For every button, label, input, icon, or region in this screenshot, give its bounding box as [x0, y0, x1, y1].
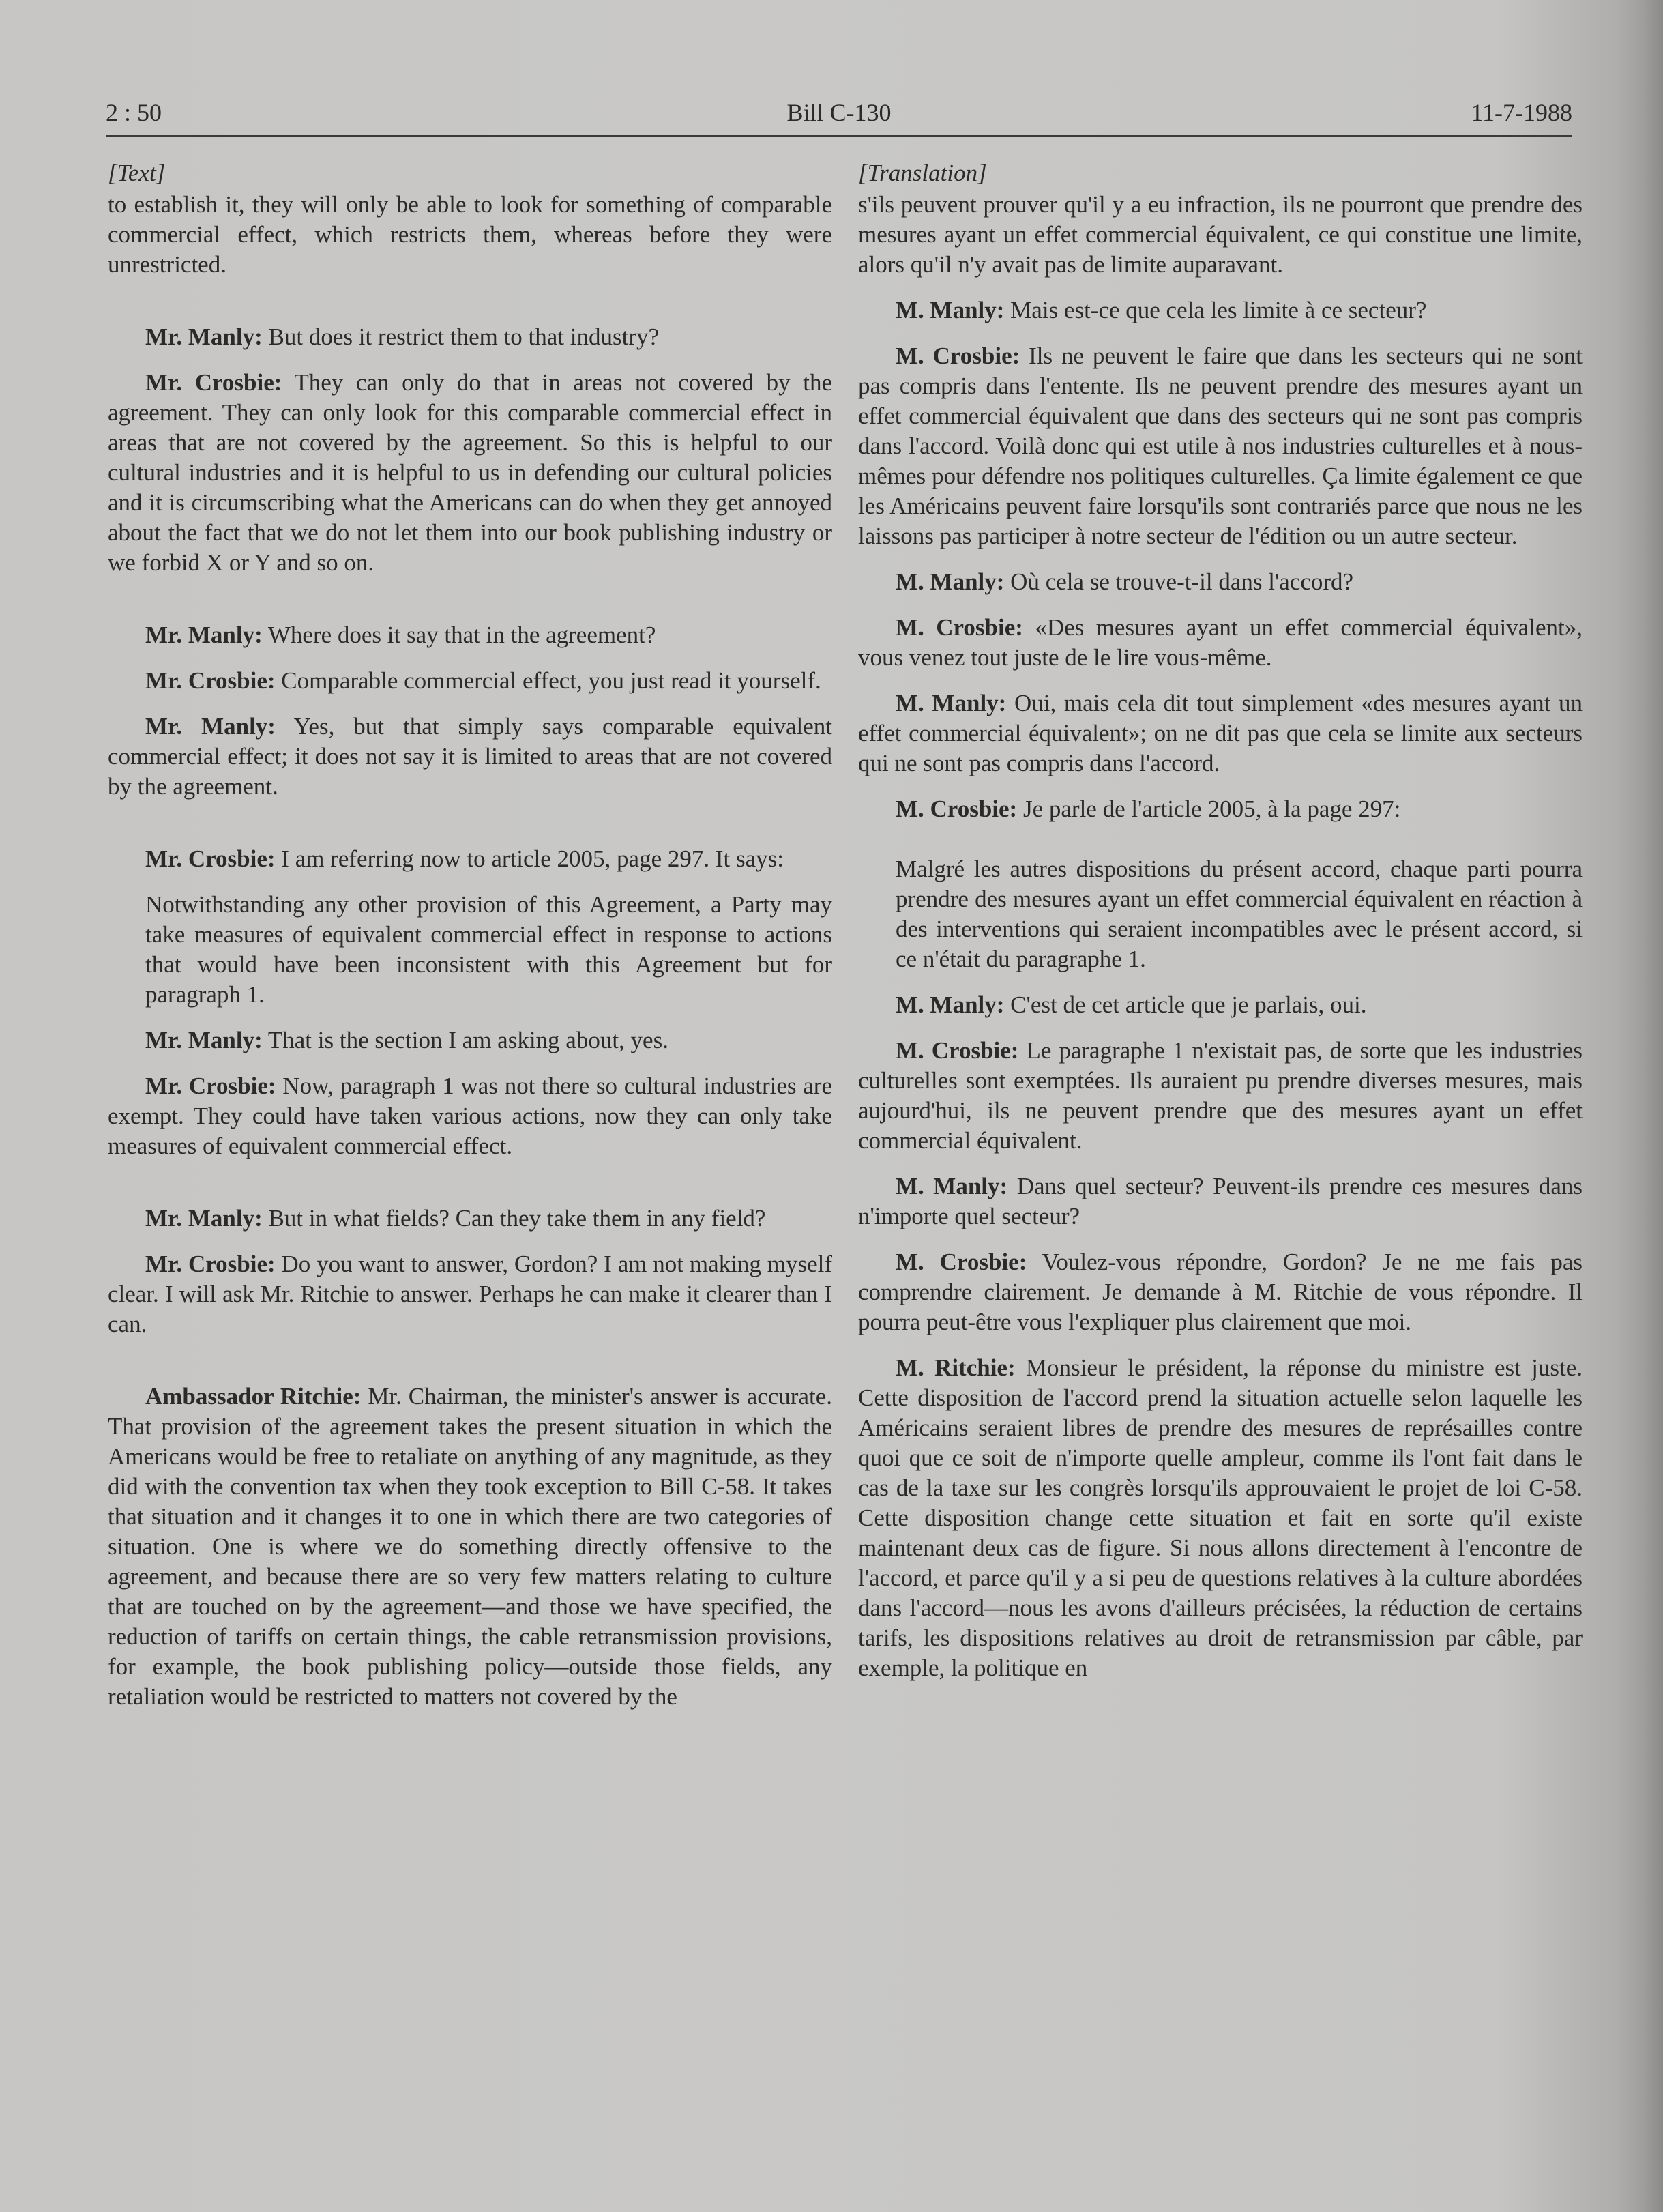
paragraph	[858, 567, 1583, 597]
english-column	[108, 158, 832, 1728]
speaker-name: M. Manly:	[896, 1173, 1008, 1199]
speaker-name: Mr. Manly:	[145, 1205, 263, 1232]
speaker-name: Mr. Manly:	[145, 323, 263, 350]
speaker-name: Mr. Manly:	[145, 622, 263, 648]
paragraph	[108, 712, 832, 802]
speaker-name: Ambassador Ritchie:	[145, 1383, 362, 1410]
paragraph	[108, 1025, 832, 1056]
paragraph-text: «Des mesures ayant un effet commercial équivalent», vous venez tout juste de le lire vous-même.	[858, 614, 1583, 671]
paragraph-text: Do you want to answer, Gordon? I am not making myself clear. I will ask Mr. Ritchie to answer. Perhaps he can make it clearer than I can.	[108, 1251, 833, 1337]
paragraph	[108, 368, 832, 578]
paragraph	[858, 190, 1583, 280]
speaker-name: M. Manly:	[896, 568, 1005, 595]
speaker-name: M. Crosbie:	[896, 796, 1018, 822]
paragraph-text: C'est de cet article que je parlais, oui.	[1010, 991, 1367, 1018]
paragraph-text: Mais est-ce que cela les limite à ce secteur?	[1010, 297, 1427, 323]
speaker-name: Mr. Manly:	[145, 1027, 263, 1053]
paragraph-text: I am referring now to article 2005, page 297. It says:	[281, 845, 784, 872]
paragraph-text: Voulez-vous répondre, Gordon? Je ne me fais pas comprendre clairement. Je demande à M. Ritchie de vous répondre. Il pourra peut-être vous l'expliquer plus clairement que moi.	[858, 1249, 1583, 1335]
paragraph	[858, 1353, 1583, 1683]
paragraph	[108, 666, 832, 696]
speaker-name: M. Manly:	[896, 297, 1005, 323]
speaker-name: Mr. Crosbie:	[145, 1251, 276, 1277]
paragraph-text: Où cela se trouve-t-il dans l'accord?	[1010, 568, 1354, 595]
speaker-name: Mr. Crosbie:	[145, 667, 276, 694]
paragraph-text: But does it restrict them to that industry?	[268, 323, 660, 350]
paragraph	[858, 295, 1583, 325]
block-quote	[896, 854, 1583, 974]
paragraph	[858, 688, 1583, 778]
bill-title: Bill C-130	[786, 99, 892, 126]
paragraph-text: But in what fields? Can they take them in any field?	[268, 1205, 766, 1232]
paragraph-text: Monsieur le président, la réponse du ministre est juste. Cette disposition de l'accord prend la situation actuelle selon laquelle les Américains seraient libres de prendre des mesures de représailles contre quoi que ce soit de n'importe quelle ampleur, comme ils l'ont fait dans le cas de la taxe sur les congrès lorsqu'ils approuvaient le projet de loi C-58. Cette disposition change cette situation et fait en sorte qu'il existe maintenant deux cas de figure. Si nous allons directement à l'encontre de l'accord, et parce qu'il y a si peu de questions relatives à la culture abordées dans l'accord—nous les avons d'ailleurs précisées, la réduction de certains tarifs, les dispositions relatives au droit de retransmission par câble, par exemple, la politique en	[858, 1354, 1583, 1681]
speaker-name: Mr. Crosbie:	[145, 369, 282, 396]
page-edge-shadow	[1615, 0, 1663, 2212]
paragraph	[108, 190, 832, 280]
quote-text: Malgré les autres dispositions du présent accord, chaque parti pourra prendre des mesures ayant un effet commercial équivalent en réaction à des interventions qui seraient incompatibles avec le présent accord, si ce n'était du paragraphe 1.	[896, 856, 1583, 972]
paragraph-text: Oui, mais cela dit tout simplement «des mesures ayant un effet commercial équivalent»; on ne dit pas que cela se limite aux secteurs qui ne sont pas compris dans l'accord.	[858, 690, 1583, 776]
paragraph	[858, 1172, 1583, 1232]
paragraph	[108, 322, 832, 352]
paragraph	[108, 1071, 832, 1161]
paragraph	[858, 1036, 1583, 1156]
paragraph-text: Now, paragraph 1 was not there so cultural industries are exempt. They could have taken various actions, now they can only take measures of equivalent commercial effect.	[108, 1073, 832, 1159]
paragraph-text: Mr. Chairman, the minister's answer is accurate. That provision of the agreement takes the present situation in which the Americans would be free to retaliate on anything of any magnitude, as they did with the convention tax when they took exception to Bill C-58. It takes that situation and it changes it to one in which there are two categories of situation. One is where we do something directly offensive to the agreement, and because there are so very few matters relating to culture that are touched on by the agreement—and those we have specified, the reduction of tariffs on certain things, the cable retransmission provisions, for example, the book publishing policy—outside those fields, any retaliation would be restricted to matters not covered by the	[108, 1383, 833, 1710]
speaker-name: M. Manly:	[896, 690, 1007, 716]
block-quote	[145, 890, 832, 1010]
paragraph-text: Yes, but that simply says comparable equivalent commercial effect; it does not say it is limited to areas that are not covered by the agreement.	[108, 713, 832, 800]
paragraph	[858, 341, 1583, 551]
paragraph-text: s'ils peuvent prouver qu'il y a eu infraction, ils ne pourront que prendre des mesures ayant un effet commercial équivalent, ce qui constitue une limite, alors qu'il n'y avait pas de limite auparavant.	[858, 191, 1583, 278]
speaker-name: M. Crosbie:	[896, 614, 1023, 641]
paragraph	[858, 613, 1583, 673]
page-number: 2 : 50	[106, 99, 162, 126]
paragraph	[858, 990, 1583, 1020]
paragraph-text: Dans quel secteur? Peuvent-ils prendre ces mesures dans n'importe quel secteur?	[858, 1173, 1583, 1229]
paragraph	[108, 1204, 832, 1234]
paragraph-text: Je parle de l'article 2005, à la page 297:	[1022, 796, 1401, 822]
speaker-name: Mr. Crosbie:	[145, 845, 276, 872]
paragraph-text: Comparable commercial effect, you just read it yourself.	[281, 667, 821, 694]
speaker-name: Mr. Crosbie:	[145, 1073, 276, 1099]
paragraph	[858, 794, 1583, 824]
speaker-name: M. Ritchie:	[896, 1354, 1016, 1381]
paragraph-text: Where does it say that in the agreement?	[267, 622, 656, 648]
paragraph-text: That is the section I am asking about, yes.	[267, 1027, 668, 1053]
paragraph	[108, 620, 832, 650]
quote-text: Notwithstanding any other provision of this Agreement, a Party may take measures of equivalent commercial effect in response to actions that would have been inconsistent with this Agreement but for paragraph 1.	[145, 891, 832, 1008]
paragraph-text: Ils ne peuvent le faire que dans les secteurs qui ne sont pas compris dans l'entente. Ils ne peuvent prendre des mesures ayant un effet commercial équivalent que dans des secteurs qui ne sont pas compris dans l'accord. Voilà donc qui est utile à nos industries culturelles et à nous-mêmes pour défendre nos politiques culturelles. Ça limite également ce que les Américains peuvent faire lorsqu'ils sont contrariés parce que nous ne les laissons pas participer à notre secteur de l'édition ou un autre secteur.	[858, 343, 1583, 549]
translation-label: [Translation]	[858, 160, 987, 186]
header-date: 11-7-1988	[1471, 99, 1572, 126]
paragraph-text: to establish it, they will only be able to look for something of comparable commercial effect, which restricts them, whereas before they were unrestricted.	[108, 191, 832, 278]
paragraph	[858, 1247, 1583, 1337]
paragraph	[108, 844, 832, 874]
speaker-name: M. Manly:	[896, 991, 1005, 1018]
page-header	[106, 96, 1572, 137]
french-column	[858, 158, 1583, 1699]
speaker-name: M. Crosbie:	[896, 343, 1020, 369]
text-label: [Text]	[108, 160, 166, 186]
speaker-name: Mr. Manly:	[145, 713, 276, 740]
paragraph-text: Le paragraphe 1 n'existait pas, de sorte que les industries culturelles sont exemptées. Ils auraient pu prendre diverses mesures, mais aujourd'hui, ils ne peuvent prendre que des mesures ayant un effet commercial équivalent.	[858, 1037, 1583, 1154]
speaker-name: M. Crosbie:	[896, 1037, 1019, 1064]
paragraph-text: They can only do that in areas not covered by the agreement. They can only look for this comparable commercial effect in areas that are not covered by the agreement. So this is helpful to our cultural industries and it is helpful to us in defending our cultural policies and it is circumscribing what the Americans can do when they get annoyed about the fact that we do not let them into our book publishing industry or we forbid X or Y and so on.	[108, 369, 832, 576]
paragraph	[108, 1382, 832, 1712]
speaker-name: M. Crosbie:	[896, 1249, 1027, 1275]
paragraph	[108, 1249, 832, 1339]
